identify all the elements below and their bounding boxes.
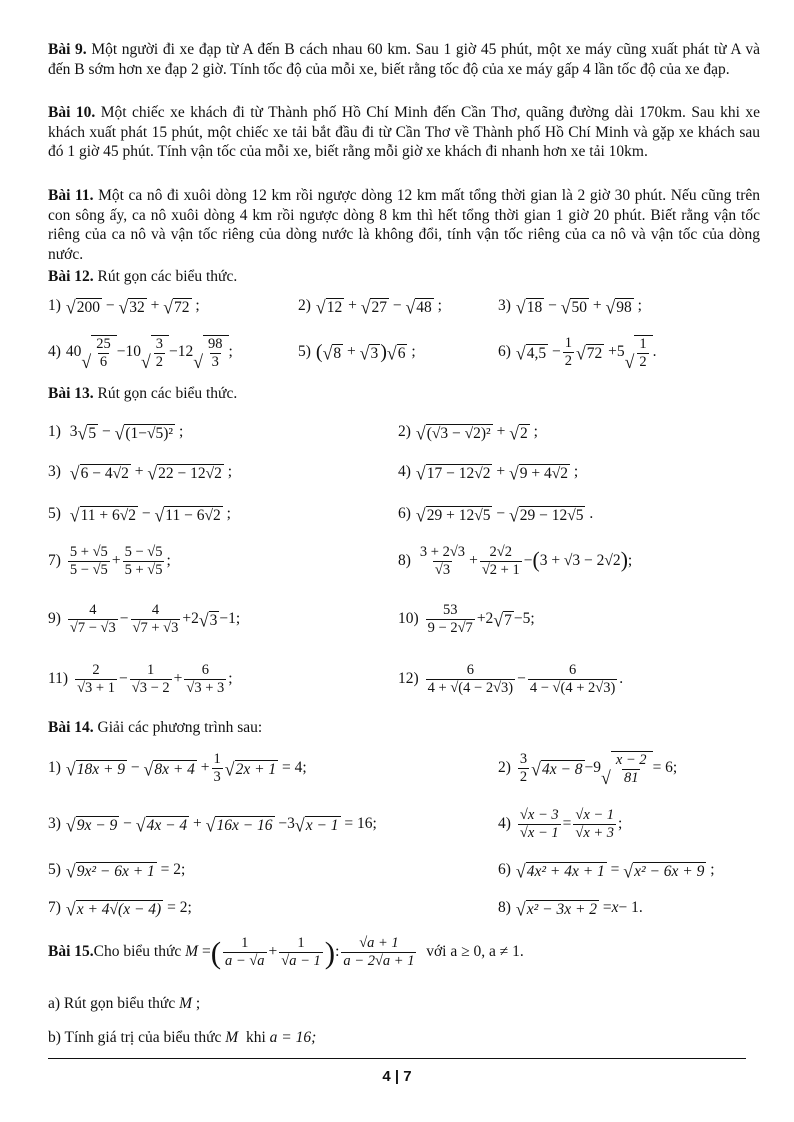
equation-b14-6: 6) √ 4x² + 4x + 1 = √ x² − 6x + 9 ; — [498, 860, 715, 882]
expression-b13-7: 7) $\frac{5 + √5}{5 - √5}$ + $\frac{5 - √5}{5 + √5}$ ; — [48, 543, 171, 578]
equation-row — [0, 888, 794, 928]
expression-row — [0, 594, 794, 644]
item-label: 6) — [398, 505, 411, 522]
item-label: 6) — [498, 861, 511, 878]
expression-row — [0, 284, 794, 328]
expression-b13-3: 3) √ 6 − 4√2 + √ 22 − 12√2 ; — [48, 462, 233, 484]
item-label: 4) — [48, 343, 61, 360]
item-label: 3) — [48, 463, 61, 480]
item-label: 11) — [48, 670, 69, 687]
expression-b13-12: 12) $\frac{6}{4 + √(4 - 2√3)}$ − $\frac{6}{4 - √(4 + 2√3)}$ . — [398, 661, 624, 696]
item-label: 7) — [48, 552, 61, 569]
problem-14-heading — [48, 718, 760, 738]
item-label: 7) — [48, 899, 61, 916]
expression-b13-6: 6) √ 29 + 12√5 − √ 29 − 12√5 . — [398, 504, 594, 526]
expression-b12-5: 5) ( √ 8 + √ 3 ) √ 6 ; — [298, 340, 416, 364]
item-label: 4) — [498, 815, 511, 832]
equation-b14-3: 3) √ 9x − 9 − √ 4x − 4 + √ 16x − 16 −3 √ x − 1 = 16; — [48, 814, 377, 836]
expression-b13-10: 10) $\frac{53}{9 - 2√7}$ +2 √ 7 −5; — [398, 601, 535, 636]
expression-b12-1: 1) √ 200 − √ 32 + √ 72 ; — [48, 296, 200, 318]
equation-b14-2: 2) $\frac{3}{2}$ √ 4x − 8 −9 √ $\frac{x - 2}{81}$ = 6; — [498, 750, 678, 788]
equation-row — [0, 800, 794, 848]
expression-b13-4: 4) √ 17 − 12√2 + √ 9 + 4√2 ; — [398, 462, 579, 484]
item-label: 1) — [48, 759, 61, 776]
part-end: ; — [195, 995, 201, 1012]
item-label: 1) — [48, 423, 61, 440]
problem-label: Bài 9. — [48, 41, 87, 58]
problem-label: Bài 15. — [48, 943, 94, 960]
expression-row — [0, 450, 794, 494]
item-label: 3) — [498, 297, 511, 314]
expression-row — [0, 492, 794, 536]
page-number: 4 | 7 — [382, 1068, 412, 1085]
item-label: 2) — [298, 297, 311, 314]
equation-row — [0, 744, 794, 792]
problem-label: Bài 11. — [48, 187, 94, 204]
variable: M — [179, 995, 193, 1012]
item-label: 5) — [48, 861, 61, 878]
item-label: 4) — [398, 463, 411, 480]
expression-b13-9: 9) $\frac{4}{√7 - √3}$ − $\frac{4}{√7 + √3}$ +2 √ 3 −1; — [48, 601, 241, 636]
footer-divider — [48, 1058, 746, 1059]
expression-row — [0, 654, 794, 704]
problem-label: Bài 14. — [48, 719, 94, 736]
item-label: 5) — [298, 343, 311, 360]
expression-row — [0, 536, 794, 586]
problem-15-part-b — [48, 1028, 760, 1048]
part-text: a) Rút gọn biểu thức — [48, 995, 176, 1012]
problem-text: Một ca nô đi xuôi dòng 12 km rồi ngược dòng 12 km mất tổng thời gian là 2 giờ 30 phút. Nếu cũng trên con sông ấy, ca nô xuôi dòng 4 km rồi ngược dòng 8 km thì hết tổng thời gian 1 giờ 20 phút. Biết rằng vận tốc riêng của ca nô và vận tốc riêng của dòng nước là không đổi, tính vận tốc riêng của ca nô và vận tốc của dòng nước. — [48, 187, 761, 263]
problem-text: Một người đi xe đạp từ A đến B cách nhau 60 km. Sau 1 giờ 45 phút, một xe máy cũng xuất phát từ A và đến B sớm hơn xe đạp 2 giờ. Tính tốc độ của mỗi xe, biết rằng tốc độ của xe máy gấp 4 lần tốc độ của xe đạp. — [48, 41, 760, 78]
item-label: 2) — [498, 759, 511, 776]
problem-text: Rút gọn các biểu thức. — [93, 268, 238, 285]
item-label: 2) — [398, 423, 411, 440]
part-mid: khi — [245, 1029, 266, 1046]
item-label: 1) — [48, 297, 61, 314]
equation-b14-7: 7) √ x + 4√(x − 4) = 2; — [48, 898, 192, 920]
expression-row — [0, 328, 794, 376]
problem-15-part-a — [48, 994, 760, 1014]
item-label: 12) — [398, 670, 419, 687]
problem-text: Rút gọn các biểu thức. — [93, 385, 238, 402]
item-label: 9) — [48, 610, 61, 627]
expression-b12-2: 2) √ 12 + √ 27 − √ 48 ; — [298, 296, 442, 318]
item-label: 5) — [48, 505, 61, 522]
expression-b13-1: 1) 3 √ 5 − √ (1−√5)² ; — [48, 422, 184, 444]
expression-b13-8: 8) $\frac{3 + 2√3}{√3}$ + $\frac{2√2}{√2 + 1}$ − ( 3 + √3 − 2√2 ) ; — [398, 543, 633, 578]
expression-b13-5: 5) √ 11 + 6√2 − √ 11 − 6√2 ; — [48, 504, 231, 526]
equation-b14-4: 4) $\frac{√x - 3}{√x - 1}$ = $\frac{√x - 1}{√x + 3}$ ; — [498, 806, 623, 841]
problem-11 — [48, 186, 760, 264]
expression-b12-3: 3) √ 18 − √ 50 + √ 98 ; — [498, 296, 642, 318]
item-label: 10) — [398, 610, 419, 627]
problem-text: Một chiếc xe khách đi từ Thành phố Hồ Chí Minh đến Cần Thơ, quãng đường dài 170km. Sau khi xe khách xuất phát 15 phút, một chiếc xe tải bắt đầu đi từ Cần Thơ về Thành phố Hồ Chí Minh và gặp xe khách sau đó 1 giờ 45 phút. Tính vận tốc của mỗi xe, biết rằng mỗi giờ xe khách đi nhanh hơn xe tải 10km. — [48, 104, 760, 160]
value: a = 16; — [269, 1029, 317, 1046]
expression-b13-11: 11) $\frac{2}{√3 + 1}$ − $\frac{1}{√3 - 2}$ + $\frac{6}{√3 + 3}$ ; — [48, 661, 233, 696]
equation-b14-8: 8) √ x² − 3x + 2 = x − 1. — [498, 898, 643, 920]
expression-b13-2: 2) √ (√3 − √2)² + √ 2 ; — [398, 422, 538, 444]
problem-label: Bài 12. — [48, 268, 94, 285]
item-label: 8) — [398, 552, 411, 569]
problem-15-statement: Bài 15. Cho biểu thức M = ( $\frac{1}{a - √a}$ + $\frac{1}{√a - 1}$ ) : $\frac{√a + 1}{a - 2√a + 1}$ với a ≥ 0, a ≠ 1. — [48, 934, 524, 970]
expression-b12-4: 4) 40 √ $\frac{25}{6}$ −10 √ $\frac{3}{2}$ −12 √ $\frac{98}{3}$ ; — [48, 336, 233, 372]
item-label: 3) — [48, 815, 61, 832]
equation-row — [0, 850, 794, 890]
problem-15 — [0, 926, 794, 978]
condition-text: với a ≥ 0, a ≠ 1. — [426, 943, 524, 960]
item-label: 6) — [498, 343, 511, 360]
variable: M — [225, 1029, 239, 1046]
expression-row — [0, 410, 794, 454]
equation-b14-5: 5) √ 9x² − 6x + 1 = 2; — [48, 860, 186, 882]
problem-13-heading — [48, 384, 760, 404]
item-label: 8) — [498, 899, 511, 916]
problem-10 — [48, 103, 760, 162]
problem-label: Bài 10. — [48, 104, 96, 121]
equation-b14-1: 1) √ 18x + 9 − √ 8x + 4 + $\frac{1}{3}$ √ 2x + 1 = 4; — [48, 750, 307, 785]
part-text: b) Tính giá trị của biểu thức — [48, 1029, 222, 1046]
expression-b12-6: 6) √ 4,5 − $\frac{1}{2}$ √ 72 +5 √ $\frac{1}{2}$ . — [498, 334, 657, 372]
problem-text: Cho biểu thức — [93, 943, 182, 960]
problem-label: Bài 13. — [48, 385, 94, 402]
problem-9 — [48, 40, 760, 79]
problem-text: Giải các phương trình sau: — [93, 719, 263, 736]
